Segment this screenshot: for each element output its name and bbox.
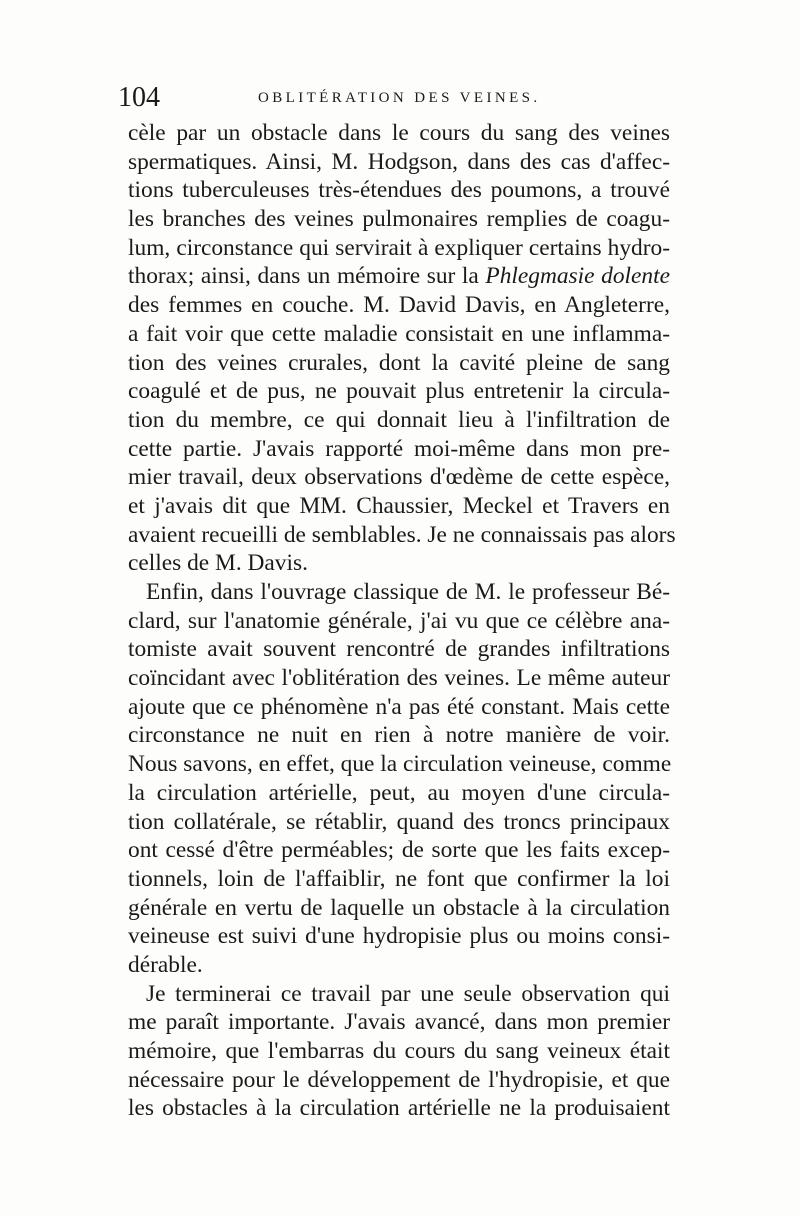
text-line: les obstacles à la circulation artérielle ne la produisaient bbox=[128, 1095, 670, 1122]
text-line: me paraît importante. J'avais avancé, dans mon premier bbox=[128, 1009, 670, 1036]
text-line: mier travail, deux observations d'œdème de cette espèce, bbox=[128, 464, 670, 491]
italic-title: Phlegmasie dolente bbox=[485, 263, 670, 290]
text-line: veineuse est suivi d'une hydropisie plus ou moins consi- bbox=[128, 923, 670, 950]
paragraph-end-line: dérable. bbox=[128, 951, 203, 978]
text-line: ajoute que ce phénomène n'a pas été constant. Mais cette bbox=[128, 693, 670, 720]
text-line: lum, circonstance qui servirait à expliquer certains hydro- bbox=[128, 234, 670, 261]
text-line: tion collatérale, se rétablir, quand des troncs principaux bbox=[128, 808, 670, 835]
paragraph-start-line: Enfin, dans l'ouvrage classique de M. le professeur Bé- bbox=[146, 579, 670, 605]
text-line: tion des veines crurales, dont la cavité pleine de sang bbox=[128, 349, 670, 376]
text-line: cette partie. J'avais rapporté moi-même dans mon pre- bbox=[128, 435, 670, 462]
text-line: coagulé et de pus, ne pouvait plus entretenir la circula- bbox=[128, 378, 670, 405]
text-line: spermatiques. Ainsi, M. Hodgson, dans des cas d'affec- bbox=[128, 148, 670, 175]
body-text bbox=[128, 119, 676, 1123]
text-line: circonstance ne nuit en rien à notre manière de voir. bbox=[128, 722, 670, 749]
text-line: générale en vertu de laquelle un obstacle à la circulation bbox=[128, 894, 670, 921]
text-line: tionnels, loin de l'affaiblir, ne font que confirmer la loi bbox=[128, 865, 670, 892]
text-line: coïncidant avec l'oblitération des veines. Le même auteur bbox=[128, 665, 670, 692]
text-line: cèle par un obstacle dans le cours du sang des veines bbox=[128, 120, 670, 146]
text-line: tomiste avait souvent rencontré de grandes infiltrations bbox=[128, 636, 670, 663]
text-line: clard, sur l'anatomie générale, j'ai vu que ce célèbre ana- bbox=[128, 607, 670, 634]
text-line: nécessaire pour le développement de l'hydropisie, et que bbox=[128, 1066, 670, 1093]
text-line: tions tuberculeuses très-étendues des poumons, a trouvé bbox=[128, 177, 670, 204]
paragraph-end-line: celles de M. Davis. bbox=[128, 550, 308, 577]
text-line: mémoire, que l'embarras du cours du sang veineux était bbox=[128, 1038, 670, 1064]
text-line: des femmes en couche. M. David Davis, en Angleterre, bbox=[128, 292, 670, 319]
text-line: Nous savons, en effet, que la circulation veineuse, comme bbox=[128, 751, 672, 778]
text-line: et j'avais dit que MM. Chaussier, Meckel et Travers en bbox=[128, 492, 670, 519]
text-line-with-italic bbox=[128, 262, 670, 291]
text-line: ont cessé d'être perméables; de sorte que les faits excep- bbox=[128, 837, 670, 864]
text-line: avaient recueilli de semblables. Je ne connaissais pas alors bbox=[128, 521, 676, 548]
page-number: 104 bbox=[118, 82, 160, 113]
running-title: OBLITÉRATION DES VEINES. bbox=[258, 90, 541, 106]
paragraph-start-line: Je terminerai ce travail par une seule observation qui bbox=[146, 980, 670, 1007]
text-line: a fait voir que cette maladie consistait en une inflamma- bbox=[128, 320, 670, 347]
running-head bbox=[118, 78, 678, 118]
text-line-part: thorax; ainsi, dans un mémoire sur la bbox=[128, 263, 479, 290]
text-line: la circulation artérielle, peut, au moyen d'une circula- bbox=[128, 779, 670, 806]
text-line: les branches des veines pulmonaires remplies de coagu- bbox=[128, 206, 670, 233]
text-line: tion du membre, ce qui donnait lieu à l'infiltration de bbox=[128, 406, 670, 433]
